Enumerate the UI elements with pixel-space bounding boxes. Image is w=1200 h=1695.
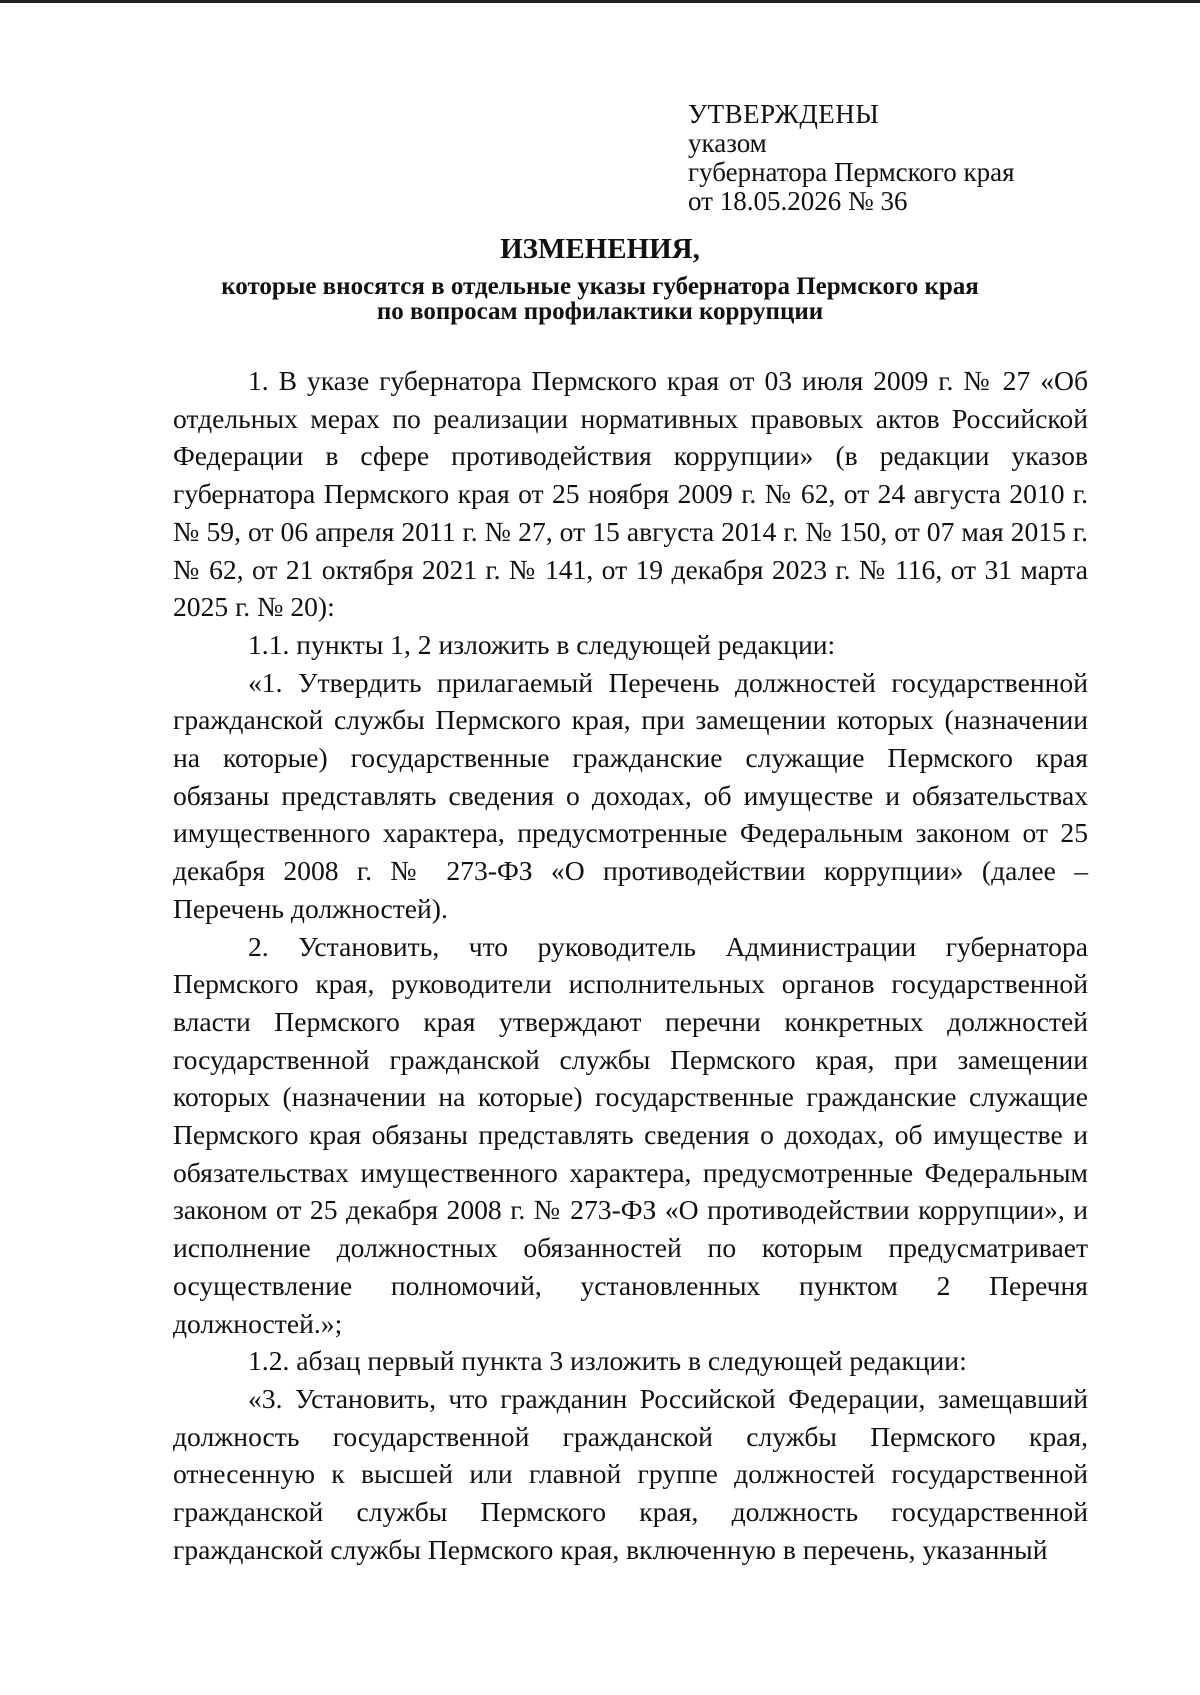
document-subtitle: [0, 274, 1200, 324]
paragraph: 1.2. абзац первый пункта 3 изложить в следующей редакции:: [248, 1345, 967, 1377]
paragraph: 2. Установить, что руководитель Администрации губернатора Пермского края, руководители исполнительных органов государственной власти Пермского края утверждают перечни конкретных должностей государственной гражданской службы Пермского края, при замещении которых (назначении на которые) государственные гражданские служащие Пермского края обязаны представлять сведения о доходах, об имуществе и обязательствах имущественного характера, предусмотренные Федеральным законом от 25 декабря 2008 г. № 273-ФЗ «О противодействии коррупции», и исполнение должностных обязанностей по которым предусматривает осуществление полномочий, установленных пунктом 2 Перечня должностей.»;: [173, 930, 1088, 1339]
approval-stamp: [688, 100, 1015, 216]
subtitle-line-2: по вопросам профилактики коррупции: [376, 298, 824, 325]
subtitle-line-1: которые вносятся в отдельные указы губернатора Пермского края: [221, 273, 979, 300]
paragraph: «1. Утвердить прилагаемый Перечень должностей государственной гражданской службы Пермского края, при замещении которых (назначении на которые) государственные гражданские служащие Пермского края обязаны представлять сведения о доходах, об имуществе и обязательствах имущественного характера, предусмотренные Федеральным законом от 25 декабря 2008 г. № 273-ФЗ «О противодействии коррупции» (далее – Перечень должностей).: [173, 666, 1088, 924]
approval-line-1: указом: [688, 128, 767, 158]
approval-line-2: губернатора Пермского края: [688, 157, 1015, 187]
approval-line-3: от 18.05.2026 № 36: [688, 186, 908, 216]
document-body: [173, 362, 1088, 1569]
top-border-line: [0, 0, 1200, 3]
document-title: ИЗМЕНЕНИЯ,: [500, 233, 700, 265]
paragraph: «3. Установить, что гражданин Российской Федерации, замещавший должность государственной гражданской службы Пермского края, отнесенную к высшей или главной группе должностей государственной гражданской службы Пермского края, должность государственной гражданской службы Пермского края, включенную в перечень, указанный: [173, 1382, 1088, 1565]
approval-heading: УТВЕРЖДЕНЫ: [688, 99, 880, 129]
paragraph: 1. В указе губернатора Пермского края от 03 июля 2009 г. № 27 «Об отдельных мерах по реализации нормативных правовых актов Российской Федерации в сфере противодействия коррупции» (в редакции указов губернатора Пермского края от 25 ноября 2009 г. № 62, от 24 августа 2010 г. № 59, от 06 апреля 2011 г. № 27, от 15 августа 2014 г. № 150, от 07 мая 2015 г. № 62, от 21 октября 2021 г. № 141, от 19 декабря 2023 г. № 116, от 31 марта 2025 г. № 20):: [173, 365, 1088, 623]
paragraph: 1.1. пункты 1, 2 изложить в следующей редакции:: [248, 628, 836, 660]
